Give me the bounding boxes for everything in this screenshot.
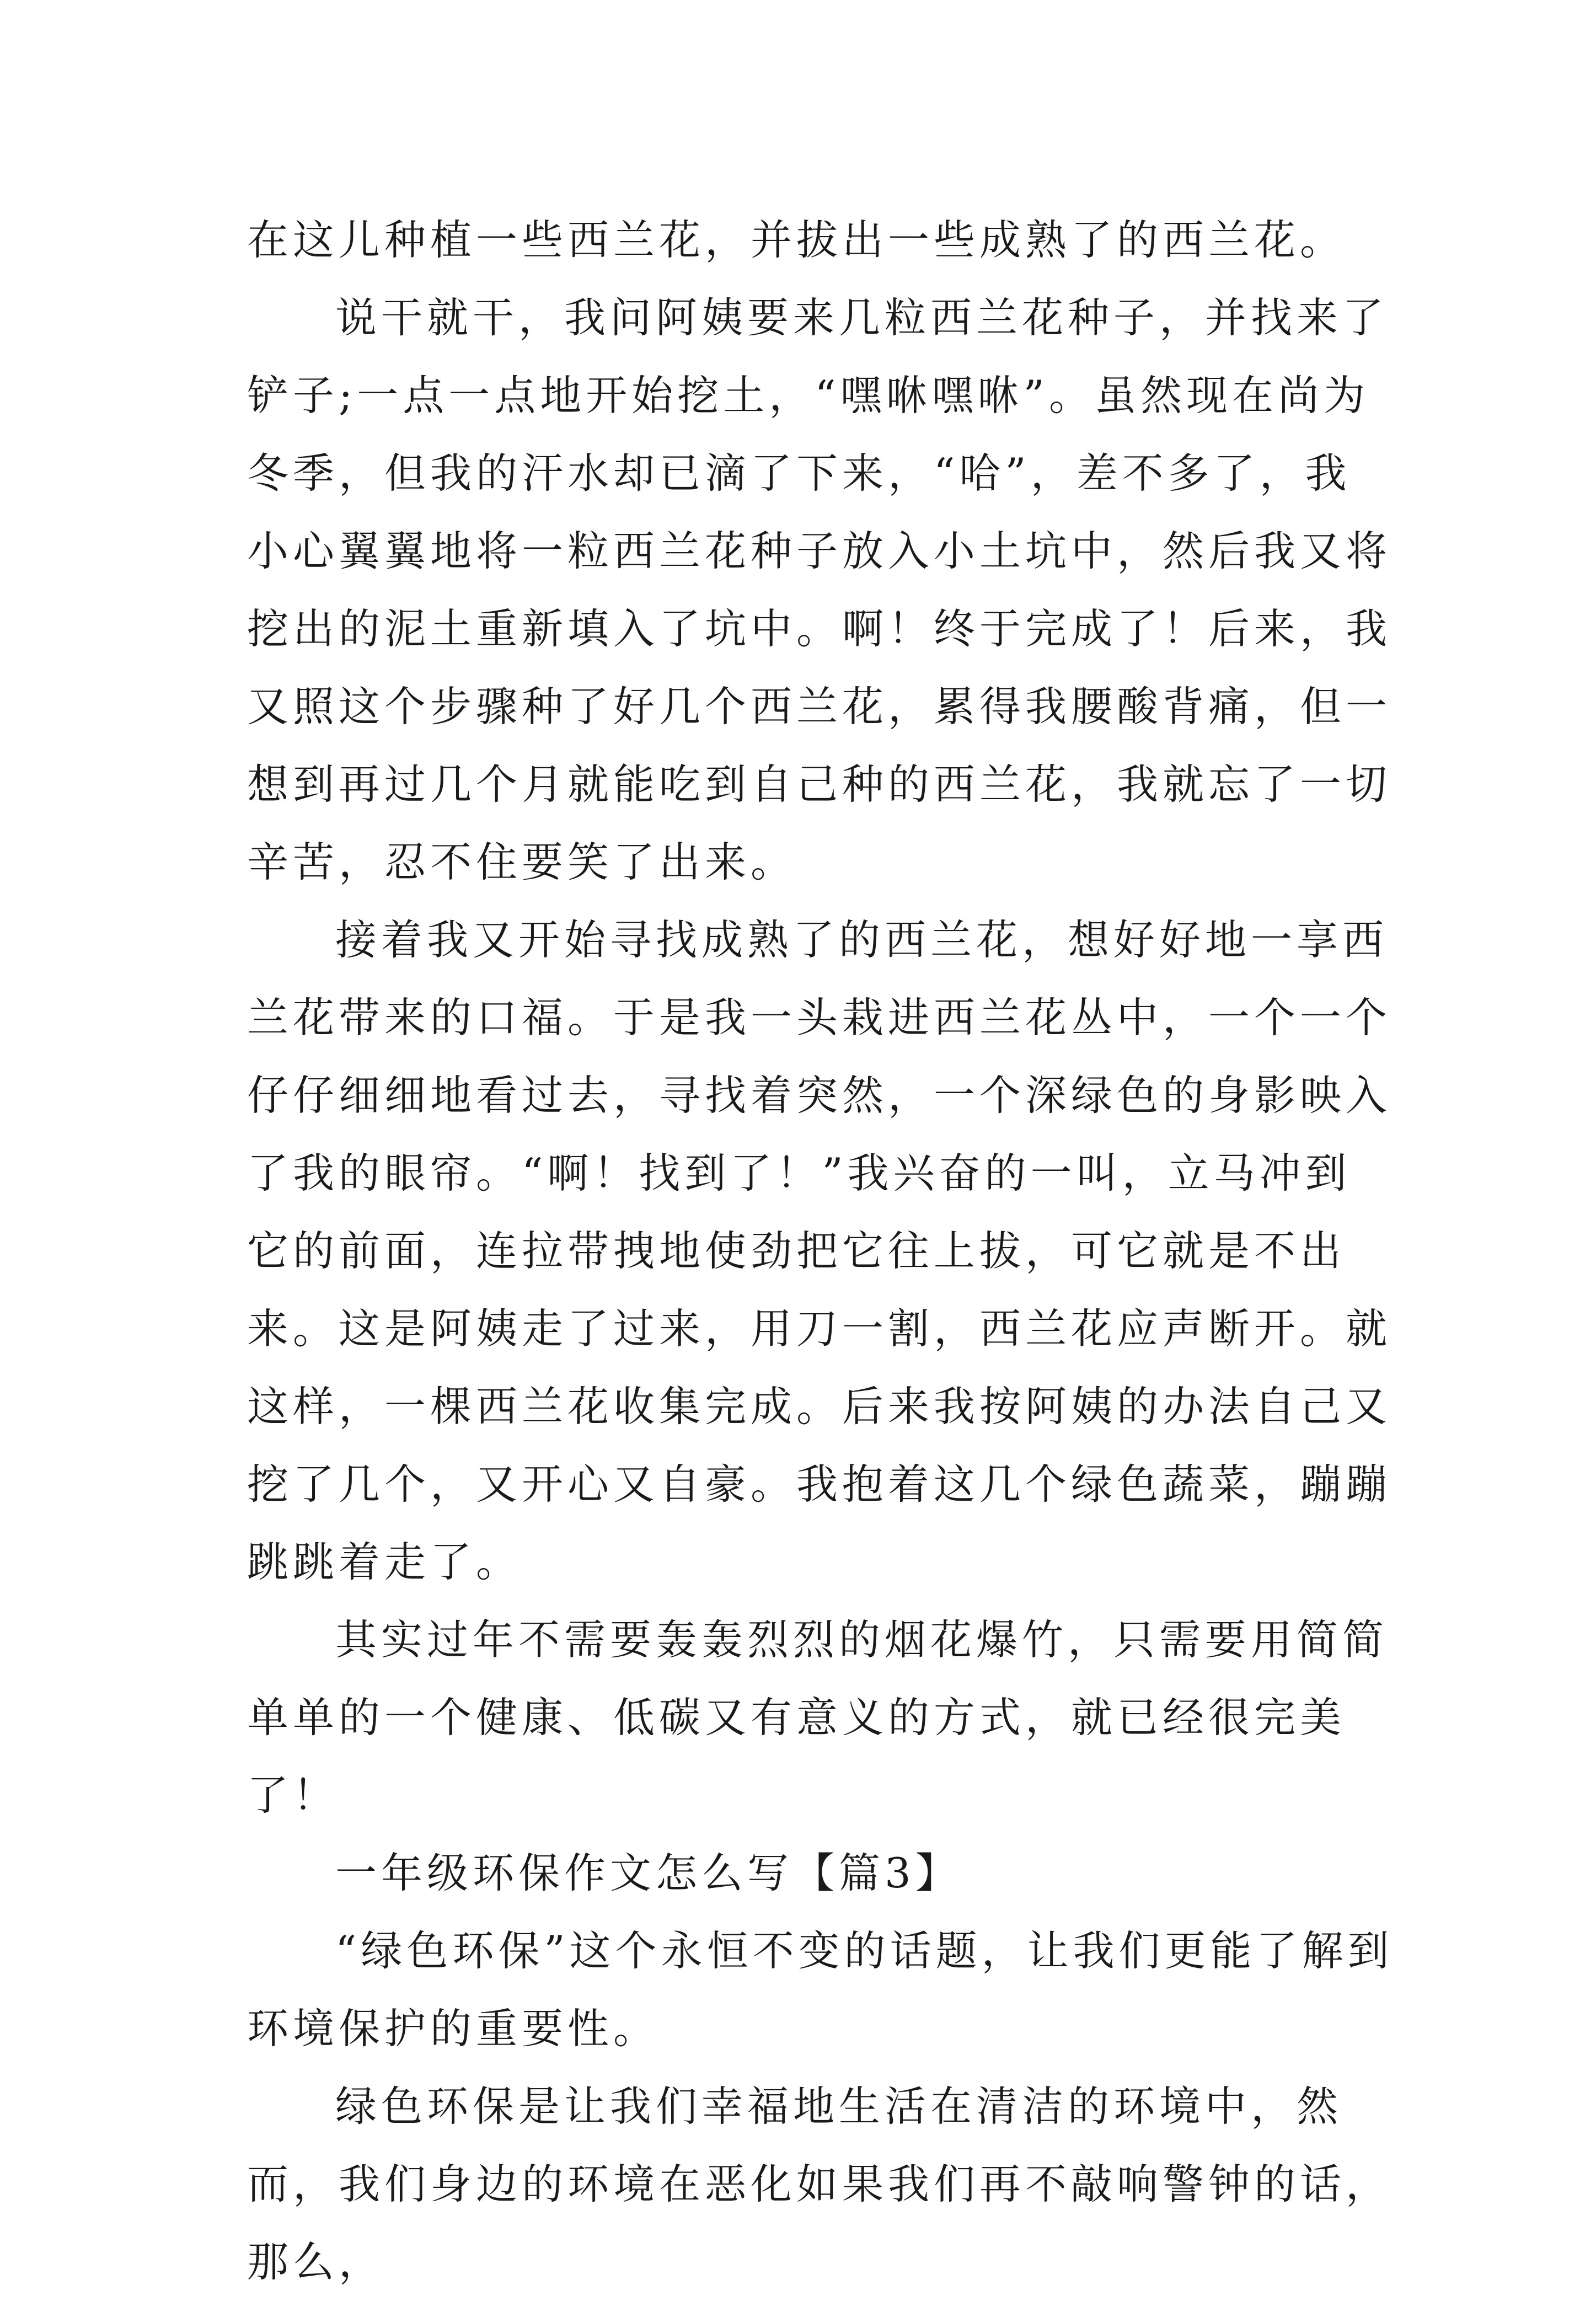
document-body bbox=[247, 201, 1394, 2301]
paragraph-planting: 说干就干，我问阿姨要来几粒西兰花种子，并找来了铲子;一点一点地开始挖土，“嘿咻嘿咻”。虽然现在尚为冬季，但我的汗水却已滴了下来，“哈”，差不多了，我小心翼翼地将一粒西兰花种子放入小土坑中，然后我又将挖出的泥土重新填入了坑中。啊！终于完成了！后来，我又照这个步骤种了好几个西兰花，累得我腰酸背痛，但一想到再过几个月就能吃到自己种的西兰花，我就忘了一切辛苦，忍不住要笑了出来。 bbox=[247, 293, 1392, 886]
paragraph-environment: 绿色环保是让我们幸福地生活在清洁的环境中，然而，我们身边的环境在恶化如果我们再不敲响警钟的话，那么， bbox=[247, 2082, 1392, 2286]
paragraph-continuation: 在这儿种植一些西兰花，并拔出一些成熟了的西兰花。 bbox=[247, 216, 1346, 264]
paragraph-green-topic: “绿色环保”这个永恒不变的话题，让我们更能了解到环境保护的重要性。 bbox=[247, 1927, 1394, 2053]
paragraph-harvest: 接着我又开始寻找成熟了的西兰花，想好好地一享西兰花带来的口福。于是我一头栽进西兰花丛中，一个一个仔仔细细地看过去，寻找着突然，一个深绿色的身影映入了我的眼帘。“啊！找到了！”我兴奋的一叫，立马冲到它的前面，连拉带拽地使劲把它往上拔，可它就是不出来。这是阿姨走了过来，用刀一割，西兰花应声断开。就这样，一棵西兰花收集完成。后来我按阿姨的办法自己又挖了几个，又开心又自豪。我抱着这几个绿色蔬菜，蹦蹦跳跳着走了。 bbox=[247, 916, 1392, 1586]
paragraph-conclusion: 其实过年不需要轰轰烈烈的烟花爆竹，只需要用简简单单的一个健康、低碳又有意义的方式，就已经很完美了！ bbox=[247, 1615, 1389, 1820]
section-heading: 一年级环保作文怎么写【篇3】 bbox=[335, 1849, 961, 1897]
